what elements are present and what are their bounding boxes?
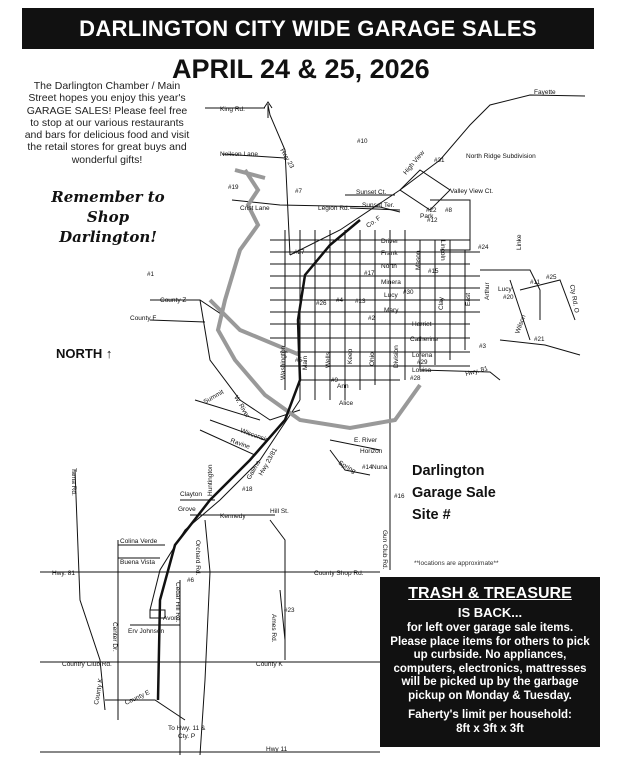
site-marker: #4 (336, 297, 344, 304)
road-tama (75, 470, 105, 710)
trash-limit-line-1: Faherty's limit per household: (408, 709, 572, 721)
site-marker: #20 (503, 294, 514, 301)
site-marker: #14 (362, 464, 373, 471)
label-mason: Mason (415, 250, 422, 270)
site-marker: #22 (426, 207, 437, 214)
label-county-z: County Z (160, 297, 187, 304)
site-marker: #31 (434, 157, 445, 164)
site-marker: #8 (445, 207, 453, 214)
label-galena: Galena (245, 459, 263, 481)
road-hwy23-north (268, 105, 290, 255)
road-ames (280, 590, 285, 640)
label-division: Division (393, 345, 400, 368)
label-center: Center Dr. (111, 622, 118, 652)
remember-line-2: Darlington! (59, 228, 157, 246)
intro-text: The Darlington Chamber / Main Street hopes you enjoy this year's GARAGE SALES! Please feel free to stop at our various restaurants and bars for delicious food and visit the retail stores for great buys and wonderful gifts! (24, 80, 190, 166)
site-marker: #2 (368, 315, 376, 322)
label-hwy23: Hwy 23 (278, 147, 296, 170)
label-crist: Crist Lane (240, 205, 270, 212)
label-legion: Legion Rd. (318, 205, 350, 212)
label-clayton: Clayton (180, 491, 203, 498)
label-frank: Frank (381, 250, 398, 257)
label-avon: Avon (163, 615, 178, 622)
trash-treasure-box (380, 577, 600, 747)
label-county-e: County E (123, 689, 152, 707)
site-marker: #10 (357, 138, 368, 145)
site-marker: #25 (546, 274, 557, 281)
site-marker: #24 (478, 244, 489, 251)
approx-note: **locations are approximate** (414, 560, 499, 567)
trash-subtitle: IS BACK... (457, 605, 523, 620)
label-ohio: Ohio (369, 352, 376, 366)
event-dates: APRIL 24 & 25, 2026 (172, 54, 430, 84)
site-marker: #3 (479, 343, 487, 350)
label-county-f: County F (130, 315, 157, 322)
label-lucy-east: Lucy (498, 286, 512, 293)
site-marker: #1 (147, 271, 155, 278)
label-county-k: County K (256, 661, 283, 668)
north-arrow-icon: ↑ (105, 346, 113, 361)
label-king: King Rd. (220, 106, 245, 113)
label-horizon: Horizon (360, 448, 383, 455)
road-hwy23-81 (150, 400, 300, 610)
site-marker: #16 (394, 493, 405, 500)
north-label: NORTH (56, 346, 103, 361)
label-nuna: Nuna (372, 464, 388, 471)
label-lucy: Lucy (384, 292, 398, 299)
label-co-f: Co. F (365, 214, 383, 230)
label-wilson: Wilson (514, 313, 528, 335)
legend-line-1: Darlington (412, 463, 485, 479)
page-title: DARLINGTON CITY WIDE GARAGE SALES (79, 15, 537, 41)
label-hwy81-west: Hwy. 81 (52, 570, 75, 577)
label-erv-johnson: Erv Johnson (128, 628, 165, 635)
label-cedar-hill: Cedar Hill Rd. (174, 582, 181, 623)
site-marker: #9 (331, 377, 339, 384)
label-hwy23-81: Hwy 23/81 (257, 446, 280, 477)
label-hill: Hill St. (270, 508, 289, 515)
label-mary: Mary (384, 307, 399, 314)
label-summit: Summit (202, 388, 226, 406)
site-marker: #23 (284, 607, 295, 614)
label-neilson: Neilson Lane (220, 151, 258, 158)
site-marker: #21 (534, 336, 545, 343)
label-harriet: Harriet (412, 321, 432, 328)
label-cty-rd-o: Cty Rd. O (568, 284, 580, 314)
road-cty-o (520, 280, 575, 320)
label-east: East (465, 292, 472, 306)
label-to-hwy11: To Hwy. 11 & (168, 725, 206, 732)
site-marker: #6 (187, 577, 195, 584)
label-louisa: Louisa (412, 367, 432, 374)
site-marker: #12 (427, 217, 438, 224)
site-legend (412, 460, 496, 526)
label-grove: Grove (178, 506, 196, 513)
label-e-river: E. River (354, 437, 378, 444)
label-huntington: Huntington (207, 464, 214, 496)
label-ames: Ames Rd. (270, 614, 277, 643)
road-county-e (105, 700, 185, 720)
label-county-shop: County Shop Rd. (314, 570, 364, 577)
site-marker: #15 (428, 268, 439, 275)
label-wisconsin: Wisconsin (239, 427, 270, 445)
label-ann: Ann (337, 383, 349, 390)
road-county-f (150, 320, 205, 322)
label-alice: Alice (339, 400, 354, 407)
trash-limit-line-2: 8ft x 3ft x 3ft (456, 722, 524, 735)
label-minera: Minera (381, 279, 401, 286)
label-fayette: Fayette (534, 89, 556, 96)
label-north: North (381, 263, 397, 270)
site-marker: #29 (417, 359, 428, 366)
site-marker: #18 (242, 486, 253, 493)
label-kennedy: Kennedy (220, 513, 246, 520)
site-marker: #17 (364, 270, 375, 277)
label-colina-verde: Colina Verde (120, 538, 158, 545)
label-lincoln: Lincoln (439, 240, 446, 261)
label-main: Main (302, 355, 309, 370)
site-marker: #28 (410, 375, 421, 382)
label-keep: Keep (347, 348, 354, 364)
label-park: Park (420, 213, 434, 220)
label-orchard: Orchard Rd. (194, 540, 201, 576)
site-marker: #11 (530, 279, 541, 286)
label-high-view: High View (402, 149, 427, 177)
site-marker: #19 (228, 184, 239, 191)
label-valley-view: Valley View Ct. (450, 188, 494, 195)
label-hwy11: Hwy 11 (266, 746, 288, 753)
site-marker: #27 (294, 249, 305, 256)
road-fayette-hwy (290, 95, 585, 255)
legend-line-2: Garage Sale (412, 485, 496, 501)
label-buena-vista: Buena Vista (120, 559, 155, 566)
label-driver: Driver (381, 238, 399, 245)
label-cty-p: Cty. P (178, 733, 196, 740)
label-linke: Linke (516, 234, 523, 250)
label-arthur: Arthur (484, 282, 491, 300)
label-clay: Clay (438, 296, 445, 310)
site-marker: #13 (355, 298, 366, 305)
label-hwy81-east: Hwy. 81 (464, 365, 489, 378)
trash-title: TRASH & TREASURE (408, 585, 572, 602)
site-marker: #7 (295, 188, 303, 195)
label-country-club: Country Club Rd. (62, 661, 112, 668)
label-w-river: W. River (232, 394, 251, 420)
label-tama: Tama Rd. (70, 468, 77, 496)
remember-line-1: Remember to Shop (51, 188, 165, 226)
label-gun-club: Gun Club Rd. (381, 530, 388, 570)
label-wells: Wells (325, 352, 332, 368)
label-spring: Spring (337, 459, 357, 476)
trash-body: for left over garage sale items. Please place items for others to pick up curbside. No appliances, computers, electronics, mattresses will be picked up by the garbage pickup on Monday & Tuesday. (390, 622, 590, 702)
label-north-ridge: North Ridge Subdivision (466, 153, 536, 160)
legend-line-3: Site # (412, 507, 451, 523)
label-catherine: Catherine (410, 336, 439, 343)
trash-limit (380, 709, 600, 736)
label-sunset-ct: Sunset Ct. (356, 189, 387, 196)
site-marker: #26 (316, 300, 327, 307)
site-marker: #5 (295, 357, 303, 364)
site-marker: #30 (403, 289, 414, 296)
label-lorena: Lorena (412, 352, 433, 359)
label-sunset-ter: Sunset Ter. (362, 202, 395, 209)
label-county-k2: County K (93, 677, 105, 706)
label-ravine: Ravine (229, 437, 251, 451)
label-washington: Washington (280, 345, 287, 380)
